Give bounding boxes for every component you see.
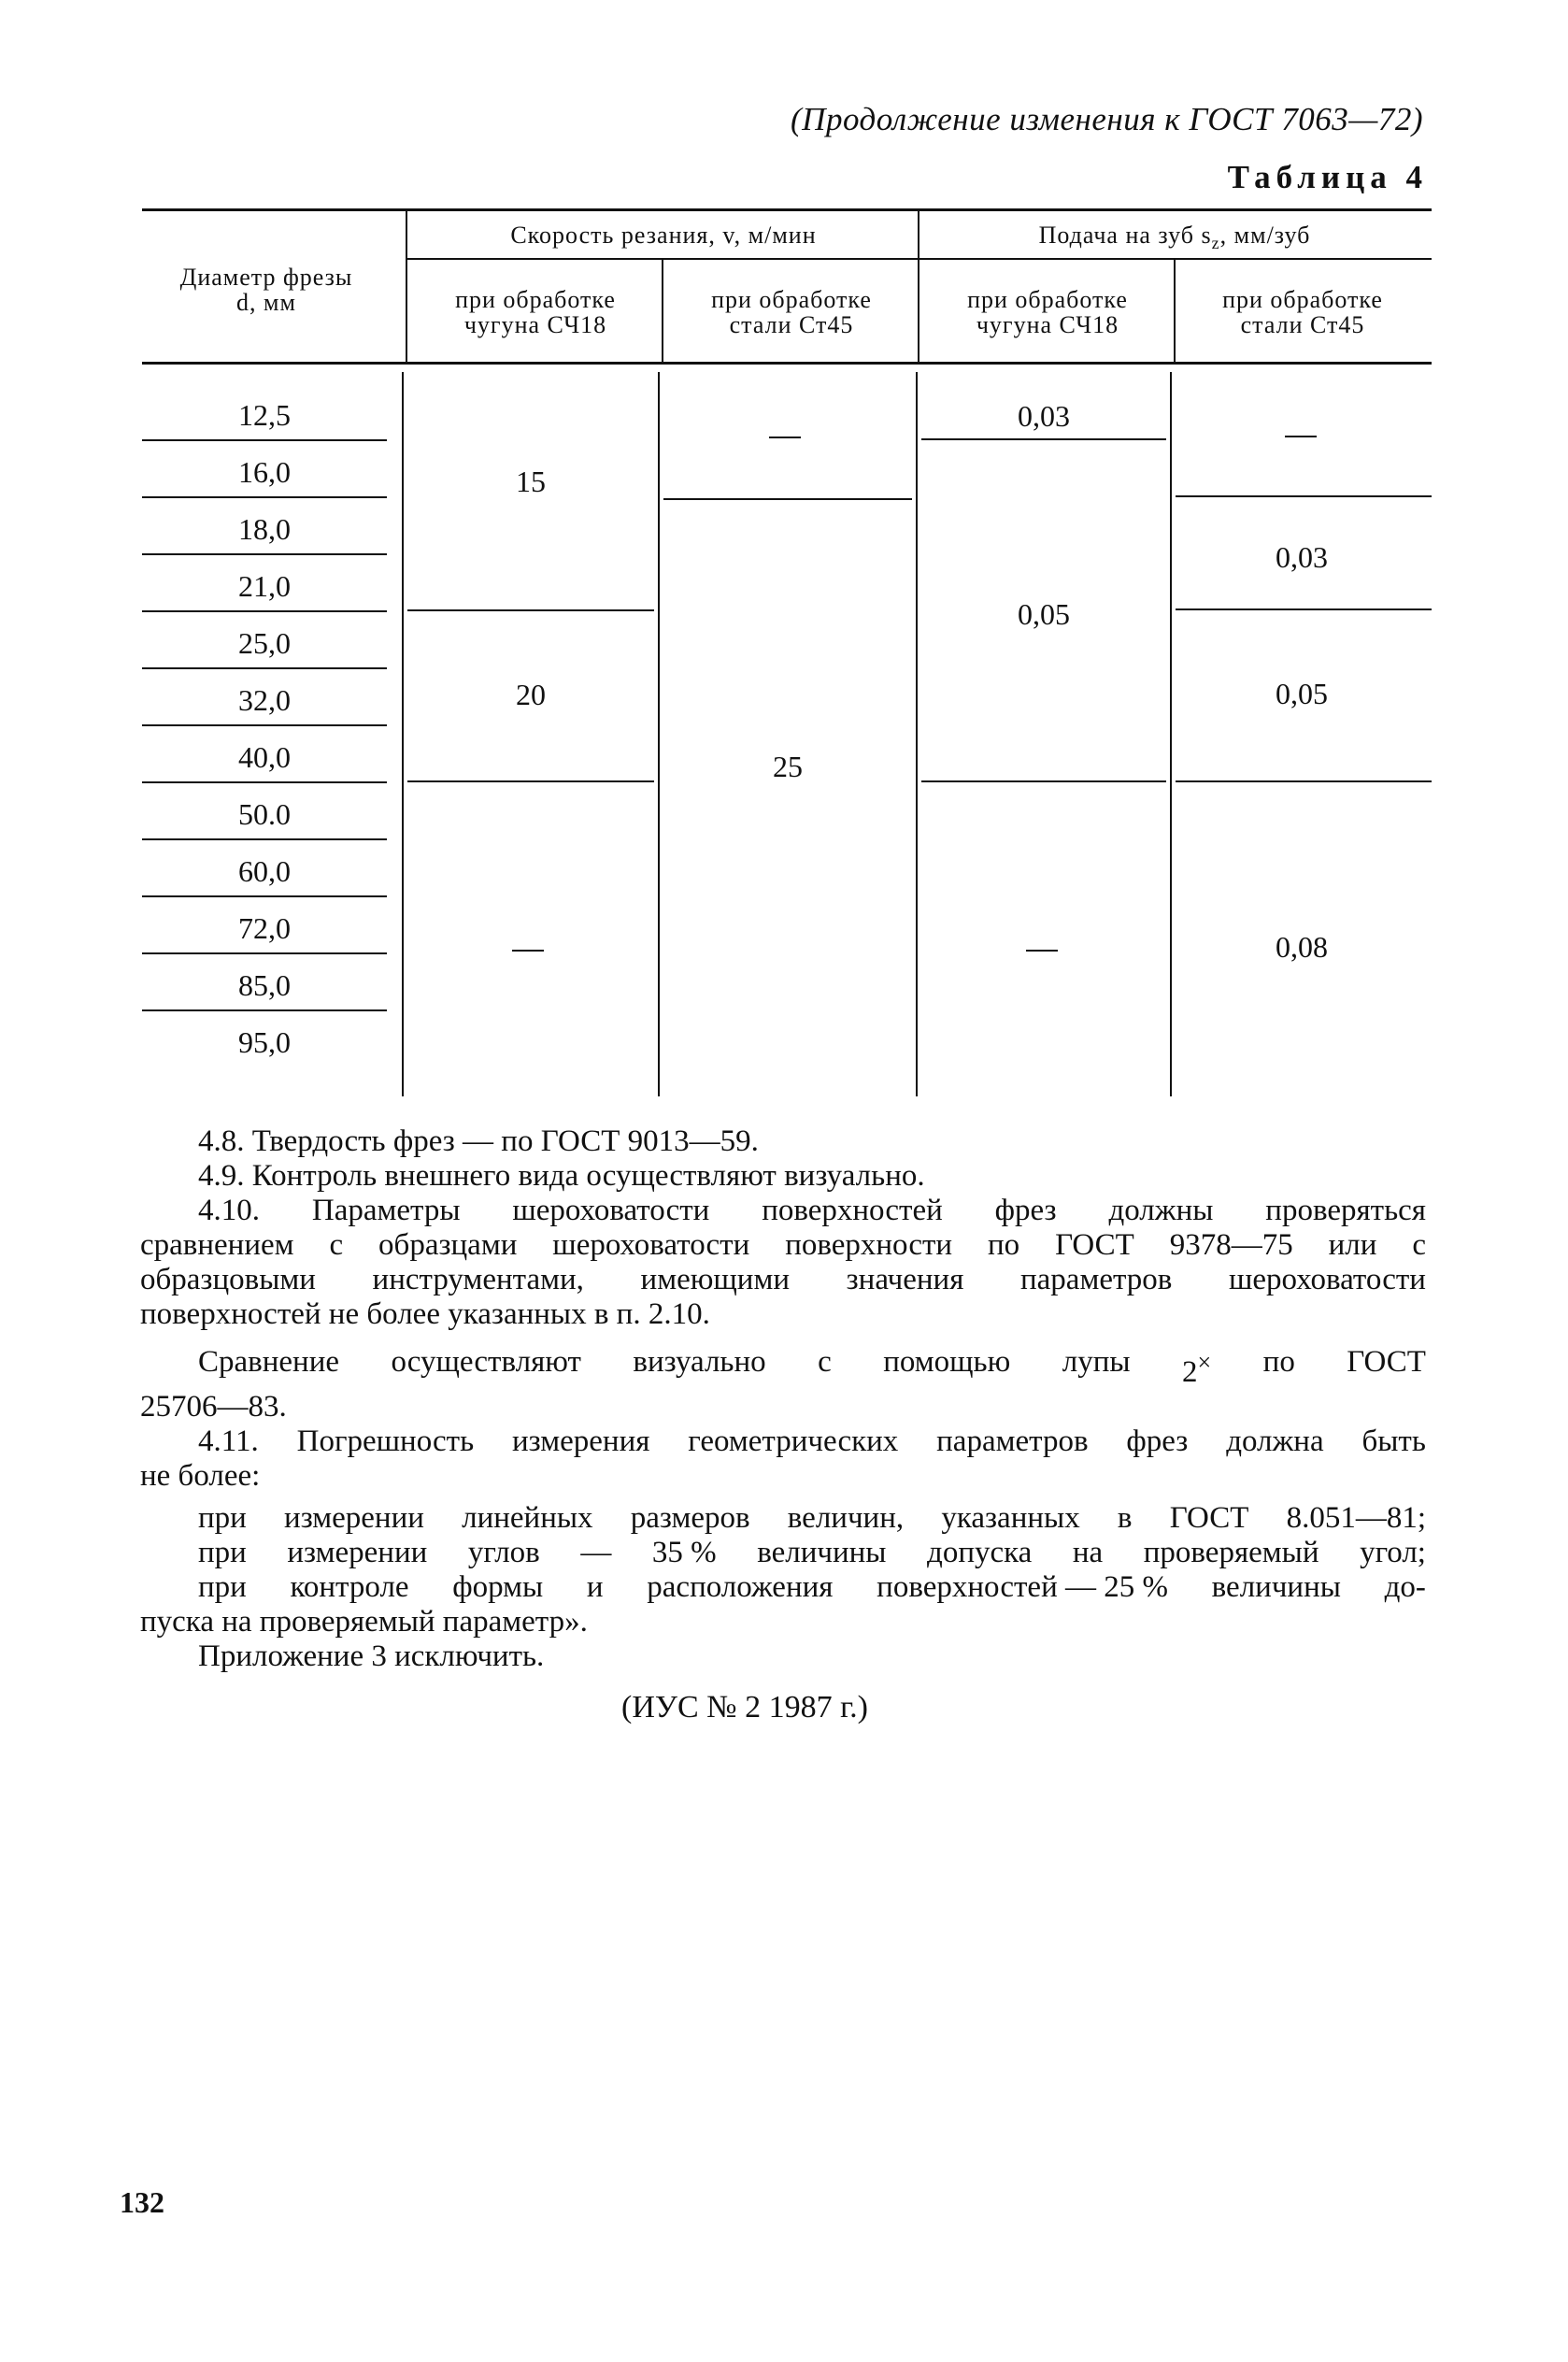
word: проверяемый <box>1143 1536 1319 1569</box>
paragraph-4-11-line-2: не более: <box>140 1459 261 1493</box>
header-speed-steel-2: стали Ст45 <box>729 311 854 338</box>
magnifier-value: 2 <box>1182 1355 1198 1389</box>
header-vline-1 <box>406 210 407 363</box>
comparison-line-2: 25706—83. <box>140 1390 287 1424</box>
times-sign: × <box>1197 1349 1212 1376</box>
speed-steel-dash <box>769 437 801 438</box>
header-feed-iron <box>919 287 1176 337</box>
appendix-line: Приложение 3 исключить. <box>198 1639 545 1673</box>
word: должна <box>1226 1424 1324 1458</box>
feed-steel-dash <box>1285 436 1317 437</box>
body-text <box>140 1124 1426 1674</box>
feed-steel-cell: 0,03 <box>1276 540 1328 574</box>
word: геометрических <box>688 1424 899 1458</box>
paragraph-4-11-line-1 <box>140 1424 1426 1459</box>
header-feed-iron-2: чугуна СЧ18 <box>976 311 1119 338</box>
word: — <box>580 1536 612 1569</box>
word: угол; <box>1360 1536 1426 1569</box>
word: измерении <box>284 1501 424 1535</box>
word: быть <box>1361 1424 1426 1458</box>
linear-measure-line <box>140 1501 1426 1536</box>
header-diameter-unit: d, мм <box>236 289 296 316</box>
word: формы <box>452 1570 544 1604</box>
word: поверхностей <box>762 1194 943 1227</box>
word: с <box>818 1345 832 1379</box>
header-speed-steel <box>663 287 919 337</box>
word: допуска <box>927 1536 1033 1569</box>
word: 9378—75 <box>1169 1228 1293 1262</box>
header-feed-label: Подача на зуб s <box>1038 222 1212 249</box>
word: при <box>198 1570 247 1604</box>
diameter-cell: 40,0 <box>238 740 291 774</box>
body-vline-2 <box>658 372 660 1096</box>
speed-iron-cell: 20 <box>516 678 546 711</box>
header-vline-3 <box>918 210 919 363</box>
diameter-cell: 25,0 <box>238 626 291 660</box>
word: расположения <box>647 1570 834 1604</box>
word: визуально <box>633 1345 766 1379</box>
angle-measure-line <box>140 1536 1426 1570</box>
diameter-rule <box>142 667 387 669</box>
page-number: 132 <box>120 2185 164 2219</box>
paragraph-4-10-line-1 <box>140 1194 1426 1228</box>
word: инструментами, <box>372 1263 584 1296</box>
diameter-rule <box>142 439 387 441</box>
page-header: (Продолжение изменения к ГОСТ 7063—72) <box>791 101 1423 137</box>
paragraph-4-10-line-3 <box>140 1263 1426 1297</box>
diameter-rule <box>142 838 387 840</box>
diameter-rule <box>142 952 387 954</box>
diameter-cell: 60,0 <box>238 854 291 888</box>
word: поверхностей — 25 % <box>877 1570 1168 1604</box>
feed-iron-rule <box>921 438 1166 440</box>
diameter-rule <box>142 610 387 612</box>
diameter-rule <box>142 895 387 897</box>
word: 8.051—81; <box>1286 1501 1426 1535</box>
diameter-cell: 21,0 <box>238 569 291 603</box>
word: 35 % <box>651 1536 717 1569</box>
word: по <box>1262 1345 1295 1379</box>
diameter-cell: 16,0 <box>238 455 291 489</box>
word: ГОСТ <box>1347 1345 1426 1379</box>
word: имеющими <box>640 1263 791 1296</box>
speed-steel-rule <box>663 498 912 500</box>
header-feed-iron-1: при обработке <box>967 286 1128 313</box>
header-feed-unit: , мм/зуб <box>1219 222 1311 249</box>
header-feed-steel-1: при обработке <box>1222 286 1383 313</box>
diameter-rule <box>142 1009 387 1011</box>
word: 4.11. <box>198 1424 259 1458</box>
diameter-cell: 32,0 <box>238 683 291 717</box>
header-group-rule-left <box>407 258 919 260</box>
diameter-cell: 85,0 <box>238 968 291 1002</box>
table-caption: Таблица 4 <box>1227 159 1428 195</box>
header-speed-iron-1: при обработке <box>455 286 616 313</box>
comparison-line-1 <box>140 1345 1426 1390</box>
word: до- <box>1384 1570 1426 1604</box>
speed-iron-rule <box>407 609 654 611</box>
feed-iron-cell: 0,05 <box>1018 597 1070 631</box>
diameter-cell: 12,5 <box>238 398 291 432</box>
header-bottom-rule <box>142 362 1432 365</box>
word: при <box>198 1536 247 1569</box>
word: углов <box>467 1536 540 1569</box>
word: или <box>1328 1228 1377 1262</box>
feed-iron-cell: 0,03 <box>1018 399 1070 433</box>
paragraph-4-8: 4.8. Твердость фрез — по ГОСТ 9013—59. <box>198 1124 759 1158</box>
word: Параметры <box>311 1194 461 1227</box>
word: указанных <box>941 1501 1080 1535</box>
word: образцами <box>378 1228 518 1262</box>
header-feed-sub: z <box>1211 234 1220 253</box>
magnifier-power <box>1182 1345 1211 1390</box>
word: параметров <box>936 1424 1089 1458</box>
word: на <box>1072 1536 1104 1569</box>
word: проверяться <box>1265 1194 1426 1227</box>
feed-steel-rule <box>1176 780 1432 782</box>
header-diameter-label: Диаметр фрезы <box>179 264 353 291</box>
word: размеров <box>630 1501 750 1535</box>
diameter-rule <box>142 553 387 555</box>
diameter-rule <box>142 781 387 783</box>
word: в <box>1117 1501 1133 1535</box>
header-diameter <box>145 265 388 315</box>
word: осуществляют <box>391 1345 581 1379</box>
word: фрез <box>1126 1424 1189 1458</box>
word: фрез <box>994 1194 1057 1227</box>
word: значения <box>846 1263 964 1296</box>
form-control-line-1 <box>140 1570 1426 1605</box>
word: с <box>1412 1228 1426 1262</box>
paragraph-4-9: 4.9. Контроль внешнего вида осуществляют визуально. <box>198 1159 925 1193</box>
word: сравнением <box>140 1228 294 1262</box>
form-control-line-2: пуска на проверяемый параметр». <box>140 1605 588 1639</box>
diameter-cell: 18,0 <box>238 512 291 546</box>
paragraph-4-10-line-2 <box>140 1228 1426 1263</box>
header-group-rule-right <box>919 258 1432 260</box>
header-vline-2 <box>662 259 663 363</box>
paragraph-4-10-line-4: поверхностей не более указанных в п. 2.10. <box>140 1297 710 1331</box>
word: контроле <box>290 1570 409 1604</box>
word: и <box>586 1570 604 1604</box>
feed-steel-cell: 0,05 <box>1276 677 1328 710</box>
feed-steel-rule <box>1176 608 1432 610</box>
header-feed-steel-2: стали Ст45 <box>1240 311 1365 338</box>
word: величин, <box>787 1501 905 1535</box>
word: измерения <box>512 1424 650 1458</box>
header-speed-steel-1: при обработке <box>711 286 872 313</box>
diameter-cell: 95,0 <box>238 1025 291 1059</box>
word: шероховатости <box>552 1228 750 1262</box>
word: образцовыми <box>140 1263 316 1296</box>
table-top-rule <box>142 208 1432 211</box>
header-speed-iron-2: чугуна СЧ18 <box>463 311 607 338</box>
word: лупы <box>1062 1345 1131 1379</box>
header-vline-4 <box>1174 259 1176 363</box>
word: ГОСТ <box>1169 1501 1249 1535</box>
header-speed: Скорость резания, v, м/мин <box>510 222 817 249</box>
header-feed-steel <box>1176 287 1430 337</box>
word: 4.10. <box>198 1194 260 1227</box>
word: величины <box>757 1536 887 1569</box>
word: Погрешность <box>296 1424 475 1458</box>
word: с <box>329 1228 344 1262</box>
feed-steel-cell: 0,08 <box>1276 930 1328 964</box>
body-vline-3 <box>916 372 918 1096</box>
word: поверхности <box>785 1228 953 1262</box>
speed-iron-rule <box>407 780 654 782</box>
header-feed <box>919 222 1430 256</box>
word: величины <box>1211 1570 1341 1604</box>
diameter-cell: 72,0 <box>238 911 291 945</box>
word: измерении <box>287 1536 428 1569</box>
diameter-cell: 50.0 <box>238 797 291 831</box>
word: шероховатости <box>1229 1263 1426 1296</box>
speed-steel-cell: 25 <box>773 750 803 783</box>
feed-iron-dash <box>1026 950 1058 952</box>
body-vline-4 <box>1170 372 1172 1096</box>
word: ГОСТ <box>1055 1228 1134 1262</box>
feed-steel-rule <box>1176 495 1432 497</box>
diameter-rule <box>142 724 387 726</box>
word: помощью <box>883 1345 1011 1379</box>
word: Сравнение <box>198 1345 340 1379</box>
header-speed-iron <box>407 287 663 337</box>
word: шероховатости <box>512 1194 710 1227</box>
diameter-rule <box>142 496 387 498</box>
word: по <box>988 1228 1020 1262</box>
speed-iron-cell: 15 <box>516 465 546 498</box>
ius-reference: (ИУС № 2 1987 г.) <box>621 1690 868 1725</box>
word: при <box>198 1501 247 1535</box>
feed-iron-rule <box>921 780 1166 782</box>
word: линейных <box>462 1501 593 1535</box>
word: параметров <box>1020 1263 1173 1296</box>
word: должны <box>1108 1194 1214 1227</box>
speed-iron-dash <box>512 950 544 952</box>
